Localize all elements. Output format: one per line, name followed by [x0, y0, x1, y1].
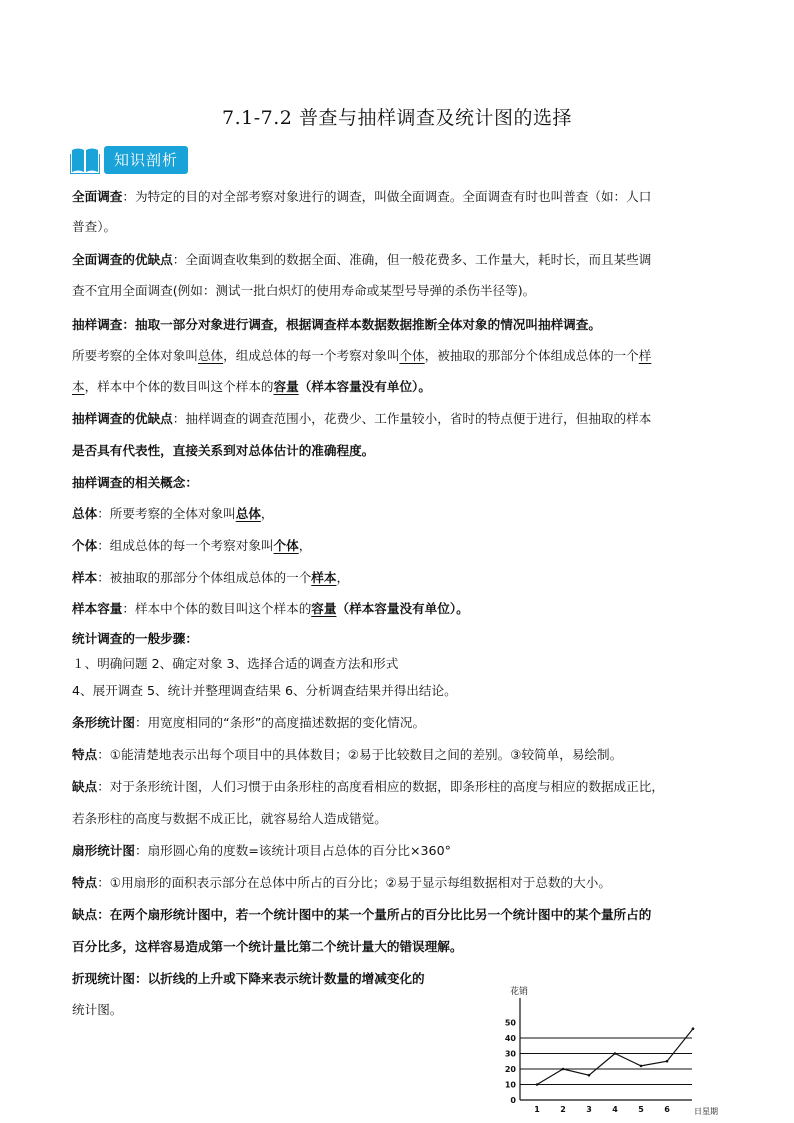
term: 折现统计图: [72, 971, 135, 986]
text: ：样本中个体的数目叫这个样本的: [122, 601, 312, 616]
underlined-term: 个体: [273, 538, 299, 553]
steps-heading: 统计调查的一般步骤：: [72, 631, 198, 646]
term: 抽样调查的优缺点: [72, 411, 173, 426]
text: ，被抽取的那部分个体组成总体的一个: [424, 348, 639, 363]
paragraph-pie-features: [72, 874, 611, 892]
definition-sample-size: [72, 600, 469, 618]
text: ：全面调查收集到的数据全面、准确，但一般花费多、工作量大，耗时长，而且某些调: [172, 252, 652, 267]
y-tick-label: 10: [504, 1080, 516, 1090]
paragraph-pie-drawbacks-cont: 百分比多，这样容易造成第一个统计量比第二个统计量大的错误理解。: [72, 939, 463, 954]
paragraph-sampling-concepts: 抽样调查的相关概念：: [72, 475, 198, 490]
data-point: [562, 1068, 565, 1071]
section-header: [70, 144, 188, 176]
x-tick-label: 6: [664, 1105, 670, 1114]
text: ：扇形圆心角的度数=该统计项目占总体的百分比×360°: [134, 843, 451, 858]
paragraph-full-survey-cont: [72, 218, 116, 236]
text: 普查）。: [72, 219, 117, 234]
term: 总体: [72, 506, 98, 521]
underlined-term: 总体: [235, 506, 261, 521]
x-tick-label: 1: [534, 1105, 540, 1114]
underlined-term: 样本: [311, 570, 337, 585]
paragraph-bar-features: [72, 746, 622, 764]
text: ：为特定的目的对全部考察对象进行的调查，叫做全面调查。全面调查有时也叫普查（如：人口: [122, 189, 652, 204]
underlined-term: 容量: [273, 379, 299, 394]
term: 特点: [72, 747, 98, 762]
term: 扇形统计图: [72, 843, 135, 858]
x-tick-label: 5: [638, 1105, 644, 1114]
data-point: [692, 1027, 695, 1030]
text: ：用宽度相同的“条形”的高度描述数据的变化情况。: [134, 715, 426, 730]
x-axis-label: 日星期: [694, 1107, 718, 1116]
text: ：被抽取的那部分个体组成总体的一个: [97, 570, 312, 585]
definition-population: [72, 505, 274, 523]
x-tick-label: 3: [586, 1105, 592, 1114]
paragraph-full-survey-pros-cons-cont: [72, 282, 535, 300]
paragraph-full-survey: [72, 188, 651, 206]
underlined-term: 总体: [197, 348, 224, 363]
y-tick-label: 0: [510, 1096, 516, 1105]
section-label: 知识剖析: [104, 146, 188, 174]
paragraph-sampling: 抽样调查：抽取一部分对象进行调查，根据调查样本数据数据推断全体对象的情况叫抽样调查。: [72, 317, 601, 332]
text: 所要考察的全体对象叫: [72, 348, 198, 363]
text: （样本容量没有单位）。: [298, 379, 431, 394]
text: ，组成总体的每一个考察对象叫: [223, 348, 400, 363]
line-chart: [490, 980, 730, 1120]
paragraph-line-chart-cont: 统计图。: [72, 1002, 123, 1017]
term: 特点: [72, 875, 98, 890]
paragraph-population: [72, 347, 651, 365]
data-point: [588, 1074, 591, 1077]
data-point: [640, 1065, 643, 1068]
term: 条形统计图: [72, 715, 135, 730]
definition-individual: [72, 537, 311, 555]
steps-line-2: 4、展开调查 5、统计并整理调查结果 6、分析调查结果并得出结论。: [72, 683, 457, 698]
underlined-term: 样: [638, 348, 652, 363]
y-tick-label: 30: [504, 1049, 516, 1059]
paragraph-population-cont: [72, 378, 431, 396]
steps-line-1: １、明确问题 2、确定对象 3、选择合适的调查方法和形式: [72, 656, 399, 671]
y-axis-label: 花销: [510, 987, 529, 997]
term: 全面调查: [72, 189, 123, 204]
text: ：以折线的上升或下降来表示统计数量的增减变化的: [134, 971, 425, 986]
definition-sample: [72, 569, 349, 587]
term: 全面调查的优缺点: [72, 252, 173, 267]
term: 样本: [72, 570, 98, 585]
page-title: 7.1-7.2 普查与抽样调查及统计图的选择: [222, 107, 572, 129]
underlined-term: 个体: [399, 348, 425, 363]
paragraph-line-chart: [72, 970, 425, 988]
text: ：对于条形统计图，人们习惯于由条形柱的高度看相应的数据，即条形柱的高度与相应的数据成正比，: [97, 779, 664, 794]
term: 样本容量: [72, 601, 123, 616]
text: ：①用扇形的面积表示部分在总体中所占的百分比；②易于显示每组数据相对于总数的大小。: [97, 875, 611, 890]
term: 个体: [72, 538, 98, 553]
text: ，: [260, 506, 274, 521]
y-tick-label: 50: [504, 1018, 516, 1028]
y-tick-label: 40: [504, 1034, 516, 1043]
x-tick-label: 4: [612, 1105, 618, 1114]
underlined-term: 容量: [311, 601, 337, 616]
underlined-term: 本: [72, 379, 85, 394]
paragraph-pie-chart: [72, 842, 451, 860]
text: ，: [336, 570, 350, 585]
text: ：所要考察的全体对象叫: [97, 506, 236, 521]
text: ：组成总体的每一个考察对象叫: [97, 538, 274, 553]
x-tick-label: 2: [560, 1105, 566, 1114]
y-tick-label: 20: [504, 1065, 516, 1074]
paragraph-full-survey-pros-cons: [72, 251, 651, 269]
data-point: [536, 1083, 539, 1086]
text: ：抽样调查的调查范围小，花费少、工作量较小，省时的特点便于进行，但抽取的样本: [172, 411, 652, 426]
series-line: [537, 1029, 693, 1085]
text: ，样本中个体的数目叫这个样本的: [84, 379, 274, 394]
paragraph-bar-chart: [72, 714, 425, 732]
text: ：在两个扇形统计图中，若一个统计图中的某一个量所占的百分比比另一个统计图中的某个量所占的: [97, 907, 652, 922]
paragraph-bar-drawbacks: [72, 778, 664, 796]
text: ：①能清楚地表示出每个项目中的具体数目；②易于比较数目之间的差别。③较简单，易绘制。: [97, 747, 623, 762]
paragraph-bar-drawbacks-cont: 若条形柱的高度与数据不成正比，就容易给人造成错觉。: [72, 811, 387, 826]
data-point: [666, 1060, 669, 1063]
paragraph-pie-drawbacks: [72, 906, 651, 924]
text: 查不宜用全面调查(例如：测试一批白炽灯的使用寿命或某型号导弹的杀伤半径等)。: [72, 283, 536, 298]
book-icon: [70, 146, 100, 174]
term: 缺点: [72, 779, 98, 794]
paragraph-sampling-pros-cons: [72, 410, 651, 428]
term: 缺点: [72, 907, 98, 922]
text: ，: [298, 538, 312, 553]
paragraph-sampling-pros-cons-cont: 是否具有代表性，直接关系到对总体估计的准确程度。: [72, 443, 375, 458]
data-point: [614, 1052, 617, 1055]
text: （样本容量没有单位）。: [336, 601, 469, 616]
